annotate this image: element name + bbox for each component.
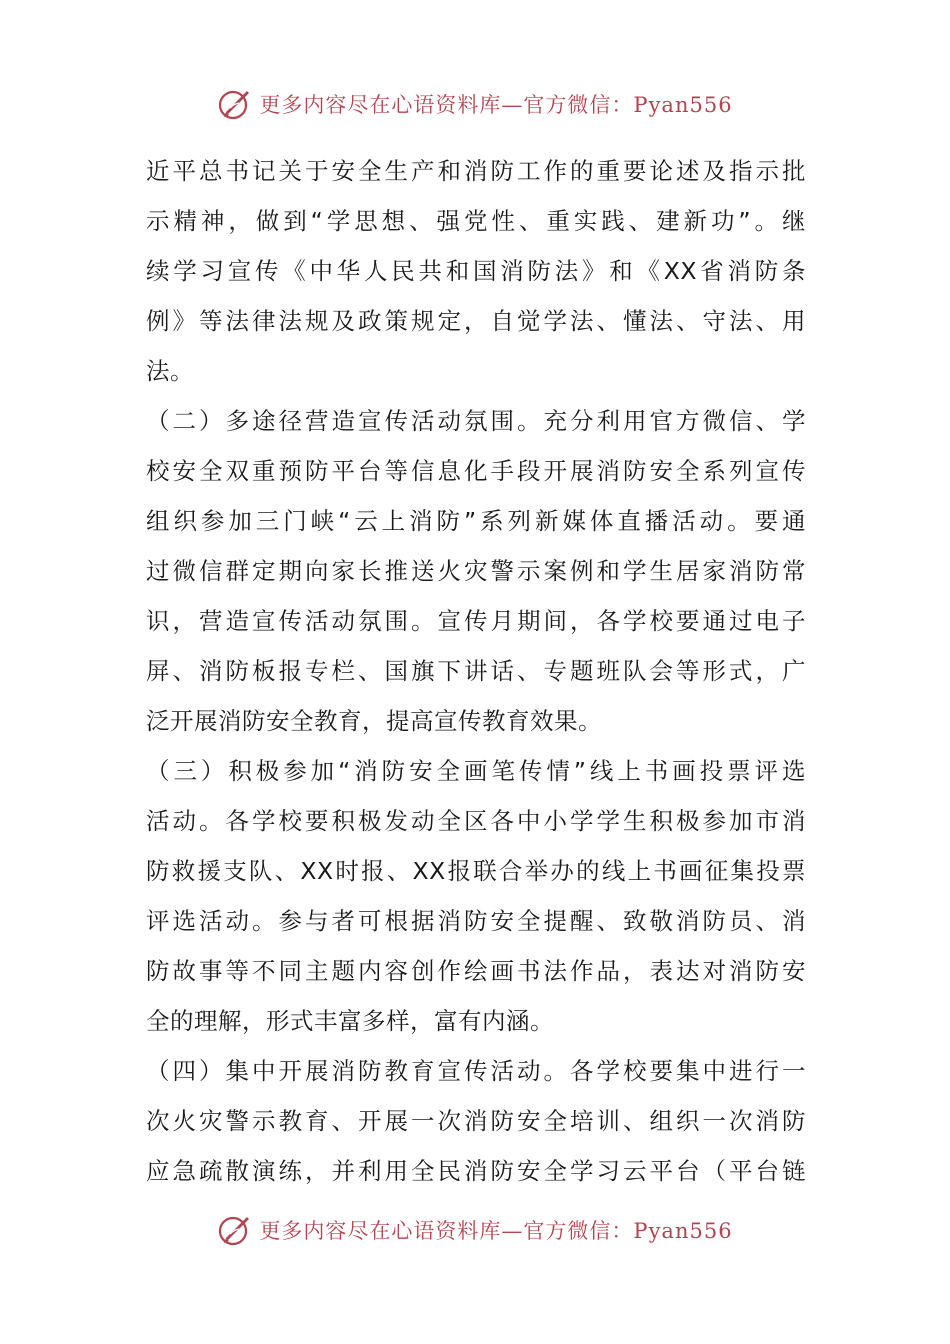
text-line: （三）积极参加“消防安全画笔传情”线上书画投票评选 <box>146 757 806 785</box>
text-line: 防救援支队、XX时报、XX报联合举办的线上书画征集投票 <box>146 857 806 885</box>
header-banner <box>0 84 950 124</box>
text-line: （二）多途径营造宣传活动氛围。充分利用官方微信、学 <box>146 407 806 435</box>
text-line: 近平总书记关于安全生产和消防工作的重要论述及指示批 <box>146 157 806 185</box>
text-line: 校安全双重预防平台等信息化手段开展消防安全系列宣传 <box>146 457 806 485</box>
text-line: 续学习宣传《中华人民共和国消防法》和《XX省消防条 <box>146 257 806 285</box>
header-banner-text: 更多内容尽在心语资料库—官方微信：Pyan556 <box>259 93 733 117</box>
text-line: 泛开展消防安全教育，提高宣传教育效果。 <box>146 707 602 735</box>
text-line: 识，营造宣传活动氛围。宣传月期间，各学校要通过电子 <box>146 607 806 635</box>
text-line: 示精神，做到“学思想、强党性、重实践、建新功”。继 <box>146 207 806 235</box>
text-line: 活动。各学校要积极发动全区各中小学学生积极参加市消 <box>146 807 806 835</box>
text-line: （四）集中开展消防教育宣传活动。各学校要集中进行一 <box>146 1057 806 1085</box>
text-line: 全的理解，形式丰富多样，富有内涵。 <box>146 1007 554 1035</box>
text-line: 法。 <box>146 357 194 385</box>
footer-banner <box>0 1210 950 1250</box>
text-line: 应急疏散演练，并利用全民消防安全学习云平台（平台链 <box>146 1157 806 1185</box>
footer-banner-text: 更多内容尽在心语资料库—官方微信：Pyan556 <box>259 1219 733 1243</box>
text-line: 次火灾警示教育、开展一次消防安全培训、组织一次消防 <box>146 1107 806 1135</box>
body-text <box>146 146 806 1196</box>
text-line: 过微信群定期向家长推送火灾警示案例和学生居家消防常 <box>146 557 806 585</box>
text-line: 评选活动。参与者可根据消防安全提醒、致敬消防员、消 <box>146 907 806 935</box>
pen-logo-icon <box>217 86 253 122</box>
text-line: 组织参加三门峡“云上消防”系列新媒体直播活动。要通 <box>146 507 806 535</box>
text-line: 例》等法律法规及政策规定，自觉学法、懂法、守法、用 <box>146 307 806 335</box>
text-line: 防故事等不同主题内容创作绘画书法作品，表达对消防安 <box>146 957 806 985</box>
text-line: 屏、消防板报专栏、国旗下讲话、专题班队会等形式，广 <box>146 657 806 685</box>
pen-logo-icon <box>217 1212 253 1248</box>
